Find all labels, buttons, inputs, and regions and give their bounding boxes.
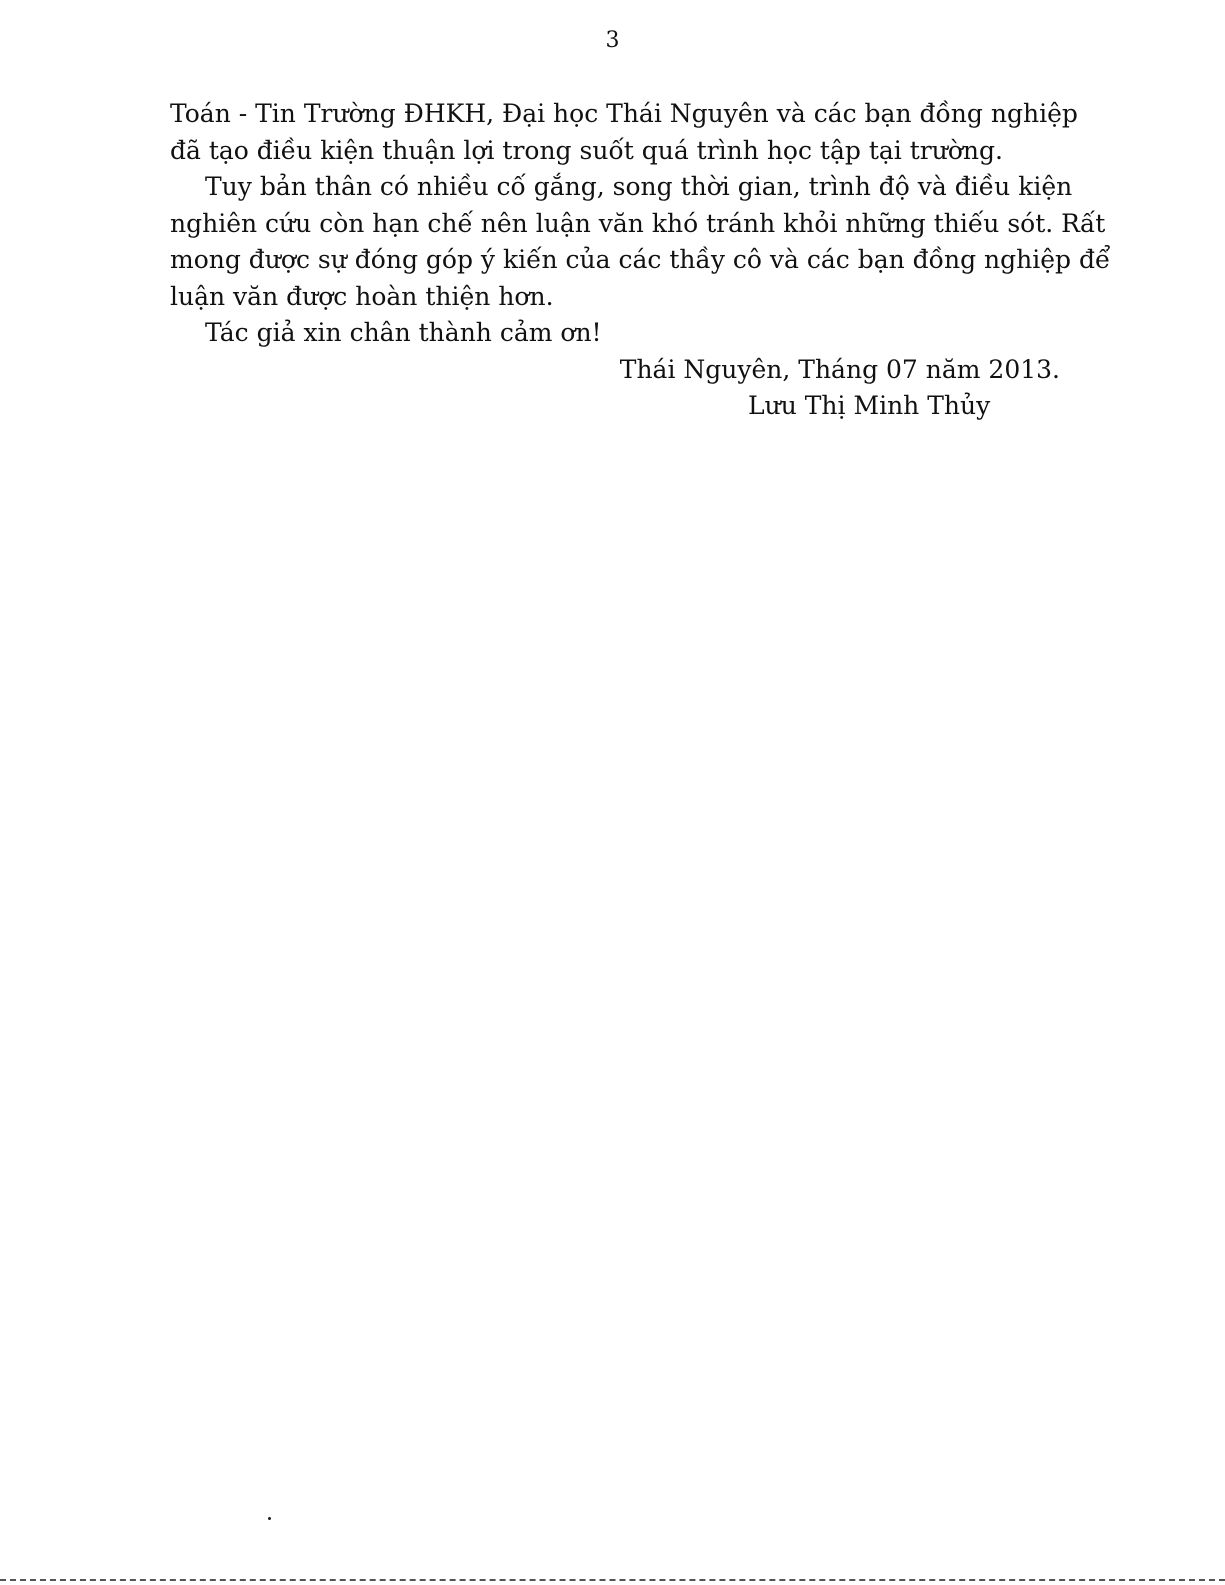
scan-speck [268,1517,271,1520]
paragraph-line: Toán - Tin Trường ĐHKH, Đại học Thái Nguyên và các bạn đồng nghiệp [170,99,1078,128]
paragraph-line: đã tạo điều kiện thuận lợi trong suốt quá trình học tập tại trường. [170,135,1003,165]
scan-bottom-border [0,1579,1225,1581]
body-text [170,96,1111,425]
paragraph-line: nghiên cứu còn hạn chế nên luận văn khó tránh khỏi những thiếu sót. Rất [170,208,1106,238]
paragraph-line: Tuy bản thân có nhiều cố gắng, song thời gian, trình độ và điều kiện [205,172,1073,201]
paragraph-line: mong được sự đóng góp ý kiến của các thầy cô và các bạn đồng nghiệp để [170,245,1111,274]
paragraph-line: luận văn được hoàn thiện hơn. [170,281,554,311]
signature-author: Lưu Thị Minh Thủy [748,391,991,420]
page-number: 3 [605,28,620,53]
thanks-line: Tác giả xin chân thành cảm ơn! [205,318,602,347]
signature-place-date: Thái Nguyên, Tháng 07 năm 2013. [619,354,1060,384]
